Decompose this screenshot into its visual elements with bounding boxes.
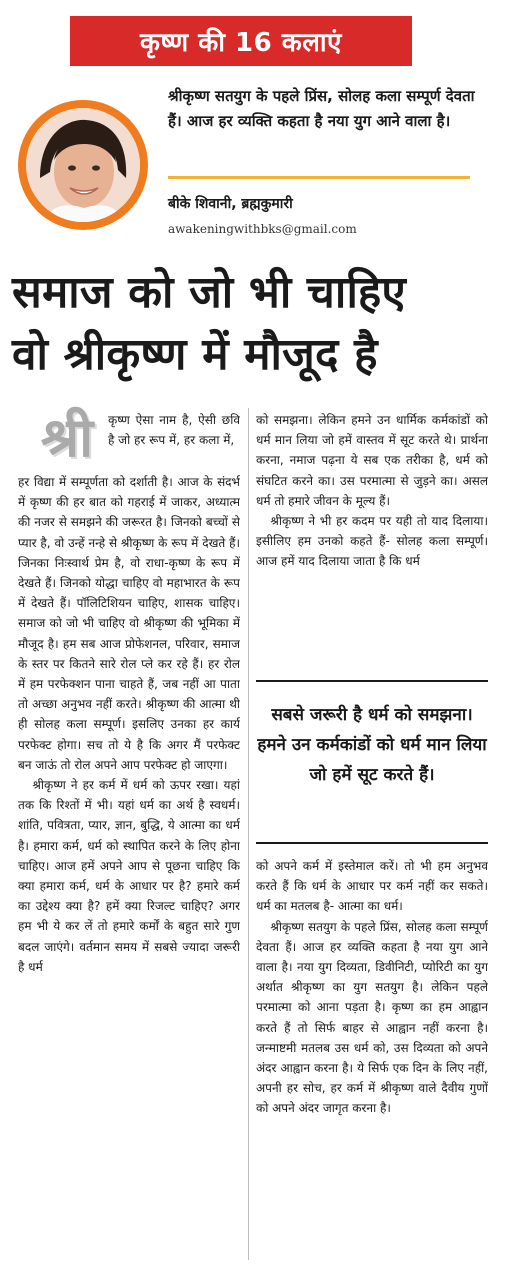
pull-quote-box (256, 680, 488, 844)
article-column-2-top (256, 410, 488, 666)
article-column-1 (18, 472, 240, 1260)
section-banner (70, 16, 412, 66)
banner-title: कृष्ण की 16 कलाएं (140, 28, 342, 58)
paragraph-1: हर विद्या में सम्पूर्णता को दर्शाती है। आज के संदर्भ में कृष्ण की हर बात को गहराई में जाकर, अध्यात्म की नजर से समझने की जरूरत है। जिनको बच्चों से प्यार है, वो उन्हें नन्हे से श्रीकृष्ण के रूप में देखते हैं। जिनका निःस्वार्थ प्रेम है, वो राधा-कृष्ण के रूप में देखते हैं। जिनको योद्धा चाहिए वो महाभारत के रूप में देखते हैं। पॉलिटिशियन चाहिए, शासक चाहिए। समाज को जो भी चाहिए वो श्रीकृष्ण की भूमिका में मौजूद है। हम सब आज प्रोफेशनल, परिवार, समाज के स्तर पर कितने सारे रोल प्ले कर रहे हैं। हर रोल में हम परफेक्शन पाना चाहते हैं, जब नहीं आ पाता तो अच्छा अनुभव नहीं करते। श्रीकृष्ण की आत्मा थी ही सोलह कला सम्पूर्ण। इसलिए उनका हर कार्य परफेक्ट होगा। सच तो ये है कि अगर मैं परफेक्ट बन जाऊं तो रोल अपने आप परफेक्ट हो जाएगा। (18, 475, 240, 772)
opening-text: कृष्ण ऐसा नाम है, ऐसी छवि है जो हर रूप में, हर कला में, (108, 413, 240, 448)
paragraph-4: श्रीकृष्ण ने भी हर कदम पर यही तो याद दिलाया। इसीलिए हम उनको कहते हैं- सोलह कला सम्पूर्ण। आज हमें याद दिलाया जाता है कि धर्म (256, 514, 488, 569)
headline-line-1: समाज को जो भी चाहिए (12, 267, 406, 318)
column-divider (248, 408, 249, 1260)
paragraph-6: श्रीकृष्ण सतयुग के पहले प्रिंस, सोलह कला सम्पूर्ण देवता हैं। आज हर व्यक्ति कहता है नया युग आने वाला है। नया युग दिव्यता, डिवीनिटी, प्योरिटी का युग अर्थात श्रीकृष्ण का युग सतयुग है। लेकिन पहले परमात्मा को आना पड़ता है। कृष्ण का हम आह्वान करते हैं तो सिर्फ बाहर से आह्वान नहीं करना है। जन्माष्टमी मतलब उस धर्म को, उस दिव्यता को अपने अंदर आह्वान करना है। ये सिर्फ एक दिन के लिए नहीं, अपनी हर सोच, हर कर्म में श्रीकृष्ण वाले दैवीय गुणों को अपने अंदर जागृत करना है। (256, 919, 488, 1116)
article-opening (108, 410, 240, 472)
author-name: बीके शिवानी, ब्रह्मकुमारी (168, 196, 293, 212)
portrait-illustration (26, 108, 140, 222)
article-column-2-bottom (256, 856, 488, 1260)
author-portrait-icon (26, 108, 140, 222)
paragraph-2: श्रीकृष्ण ने हर कर्म में धर्म को ऊपर रखा। यहां तक कि रिश्तों में भी। यहां धर्म का अर्थ है स्वधर्म। शांति, पवित्रता, प्यार, ज्ञान, बुद्धि, ये आत्मा का धर्म है। हमारा कर्म, धर्म को स्थापित करने के लिए होना चाहिए। आज हमें अपने आप से पूछना चाहिए कि क्या हमारा कर्म, धर्म के आधार पर है? हमारे कर्म का उद्देश्य क्या है? हमें क्या रिजल्ट चाहिए? अगर हम भी ये कर लें तो हमारे कर्मों के बहुत सारे गुण बदल जाएंगे। वर्तमान समय में सबसे ज्यादा जरूरी है धर्म (18, 778, 240, 974)
paragraph-5: को अपने कर्म में इस्तेमाल करें। तो भी हम अनुभव करते हैं कि धर्म के आधार पर कर्म नहीं कर सकते। धर्म का मतलब है- आत्मा का धर्म। (256, 859, 488, 914)
drop-cap: श्री (40, 406, 94, 469)
author-email: awakeningwithbks@gmail.com (168, 222, 357, 236)
headline-line-2: वो श्रीकृष्ण में मौजूद है (12, 329, 378, 380)
paragraph-3: को समझना। लेकिन हमने उन धार्मिक कर्मकांडों को धर्म मान लिया जो हमें वास्तव में सूट करते थे। प्रार्थना करना, नमाज पढ़ना ये सब एक तरीका है, धर्म को संघटित करने का। उस परमात्मा से जुड़ने का। असल धर्म तो हमारे जीवन के मूल्य हैं। (256, 413, 488, 508)
intro-quote: श्रीकृष्ण सतयुग के पहले प्रिंस, सोलह कला सम्पूर्ण देवता हैं। आज हर व्यक्ति कहता है नया युग आने वाला है। (168, 87, 475, 130)
intro-divider (168, 176, 470, 179)
pull-quote: सबसे जरूरी है धर्म को समझना। हमने उन कर्मकांडों को धर्म मान लिया जो हमें सूट करते हैं। (257, 705, 487, 785)
